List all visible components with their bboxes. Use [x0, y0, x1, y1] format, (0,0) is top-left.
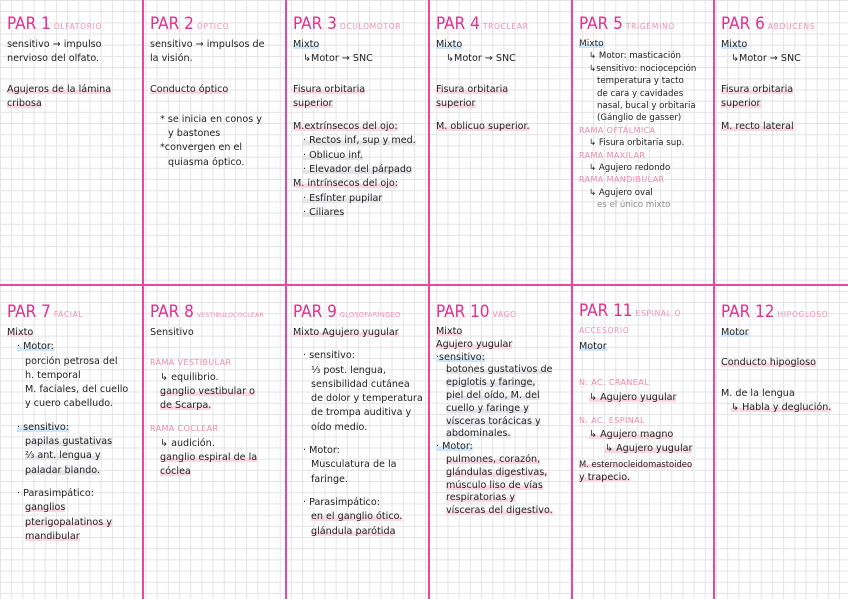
text-line: M. de la lengua [721, 387, 795, 399]
text-line: · sensitivo: [303, 350, 355, 362]
card-header [293, 10, 426, 38]
text-line: epiglotis y faringe, [446, 377, 536, 389]
text-line: Mixto [579, 39, 604, 49]
text-line: ↳ Agujero yugular [605, 443, 693, 455]
text-line: cribosa [7, 97, 42, 109]
card-par-12 [716, 298, 846, 594]
text-line: h. temporal [25, 369, 81, 381]
text-line: ↳ Fisura orbitaria sup. [589, 138, 685, 149]
text-line: temperatura y tacto [597, 76, 684, 87]
text-line: Motor [579, 341, 607, 352]
text-line: glándula parótida [311, 525, 396, 537]
card-header [150, 10, 283, 38]
text-line: M. recto lateral [721, 121, 794, 133]
rama-label: N. AC. ESPINAL [579, 415, 645, 425]
text-line: ↳ Habla y deglución. [731, 401, 832, 413]
text-line: de trompa auditiva y [311, 407, 412, 419]
par-name: TROCLEAR [482, 22, 529, 31]
text-line: y bastones [168, 128, 221, 140]
card-header [436, 298, 569, 326]
text-line: M. faciales, del cuello [25, 384, 129, 396]
text-line: · sensitivo: [17, 421, 69, 433]
card-par-6 [716, 10, 846, 280]
text-line: superior [293, 97, 333, 109]
text-line: ganglio espiral de la [160, 452, 258, 464]
text-line: Mixto [436, 39, 463, 50]
text-line: abdominales. [446, 428, 511, 440]
text-line: Musculatura de la [311, 459, 397, 471]
text-line: respiratorias y [446, 492, 516, 504]
par-number: PAR 4 [436, 14, 480, 34]
rama-label: RAMA OFTÁLMICA [579, 125, 656, 135]
text-line: Sensitivo [150, 327, 194, 338]
card-par-11 [574, 298, 712, 594]
par-number: PAR 2 [150, 14, 194, 34]
par-number: PAR 5 [579, 14, 623, 34]
text-line: papilas gustativas [25, 436, 113, 448]
text-line: piel del oído, M. del [446, 389, 540, 401]
text-line: Fisura orbitaria [293, 83, 366, 95]
text-line: Motor [721, 327, 749, 338]
par-name: OLFATORIO [53, 22, 103, 31]
text-line: Mixto [721, 39, 748, 50]
text-line: de dolor y temperatura [311, 393, 423, 405]
text-line: · Parasimpático: [303, 496, 380, 508]
par-name: HIPOGLOSO [777, 310, 829, 319]
par-number: PAR 9 [293, 302, 337, 322]
card-header [579, 10, 712, 38]
text-line: ↳Motor → SNC [303, 53, 373, 65]
text-line: · Ciliares [303, 206, 345, 218]
card-par-9 [288, 298, 426, 594]
text-line: · Motor: [17, 341, 54, 353]
par-number: PAR 1 [7, 14, 51, 34]
text-line: Mixto [436, 326, 463, 337]
text-line: Fisura orbitaria [721, 83, 794, 95]
card-header [7, 10, 140, 38]
text-line: · Elevador del párpado [303, 164, 412, 176]
rama-label: RAMA VESTIBULAR [150, 358, 232, 368]
text-line: ⅔ ant. lengua y [25, 450, 101, 462]
text-line: Conducto hipogloso [721, 357, 816, 369]
par-name: VAGO [492, 310, 517, 319]
text-line: M. oblicuo superior. [436, 121, 530, 133]
rama-label: RAMA COCLEAR [150, 424, 219, 434]
text-line: Mixto [293, 39, 320, 50]
text-line: de Scarpa. [160, 400, 212, 412]
column-divider [142, 0, 144, 599]
text-line: M. esternocleidomastoideo [579, 458, 693, 469]
par-name: GLOSOFARÍNGEO [339, 311, 401, 319]
par-number: PAR 7 [7, 302, 51, 322]
card-par-8 [145, 298, 283, 594]
text-line: Conducto óptico [150, 83, 229, 95]
text-line: cuello y faringe y [446, 402, 529, 414]
par-number: PAR 8 [150, 302, 194, 322]
text-line: (Gánglio de gasser) [597, 113, 682, 124]
par-name: ÓPTICO [196, 22, 230, 31]
text-line: ↳ equilibrio. [160, 371, 219, 383]
par-number: PAR 6 [721, 14, 765, 34]
text-line: ↳Motor → SNC [446, 53, 516, 65]
text-line: Fisura orbitaria [436, 83, 509, 95]
text-line: sensitivo → impulsos de [150, 39, 265, 50]
text-line: Mixto Agujero yugular [293, 327, 399, 338]
card-header [721, 298, 846, 326]
text-line: y cuero cabelludo. [25, 398, 114, 410]
card-par-10 [431, 298, 569, 594]
text-line: faringe. [311, 473, 348, 485]
par-name: FACIAL [53, 310, 84, 319]
text-line: · Parasimpático: [17, 487, 94, 499]
text-line: ganglio vestibular o [160, 385, 255, 397]
text-line: ↳ Motor: masticación [589, 51, 681, 62]
text-line: Agujero yugular [436, 338, 513, 350]
text-line: Agujeros de la lámina [7, 83, 112, 95]
text-line: mandibular [25, 530, 80, 542]
text-line: botones gustativos de [446, 364, 553, 376]
text-line: de cara y cavidades [597, 88, 684, 99]
text-line: superior [721, 97, 761, 109]
card-par-5 [574, 10, 712, 280]
text-line: en el ganglio ótico. [311, 511, 403, 523]
par-number: PAR 3 [293, 14, 337, 34]
column-divider [713, 0, 715, 599]
card-header [436, 10, 569, 38]
card-par-2 [145, 10, 283, 280]
rama-label: RAMA MAXILAR [579, 150, 646, 160]
text-line: · Rectos inf, sup y med. [303, 135, 416, 147]
card-header [721, 10, 846, 38]
text-line: · Esfínter pupilar [303, 192, 383, 204]
text-line: paladar blando. [25, 464, 101, 476]
text-line: * se inicia en conos y [160, 113, 262, 125]
card-header [7, 298, 140, 326]
text-line: la visión. [150, 53, 193, 65]
text-line: nervioso del olfato. [7, 53, 100, 65]
text-line: sensitivo → impulso [7, 39, 102, 50]
text-line: ⅓ post. lengua, [311, 364, 386, 376]
text-line: porción petrosa del [25, 355, 118, 367]
par-name: OCULOMOTOR [339, 22, 402, 31]
column-divider [428, 0, 430, 599]
text-line: ↳Motor → SNC [731, 53, 801, 65]
par-name: VESTIBULOCOCLEAR [196, 312, 264, 319]
text-line: M. intrínsecos del ojo: [293, 178, 399, 190]
text-line: y trapecio. [579, 472, 630, 484]
text-line: ↳sensitivo: nociocepción [589, 63, 697, 74]
rama-label: N. AC. CRANEAL [579, 378, 649, 388]
text-line: sensibilidad cutánea [311, 378, 410, 390]
column-divider [571, 0, 573, 599]
text-line: quiasma óptico. [168, 156, 245, 168]
par-name: ABDUCENS [767, 22, 816, 31]
text-line: vísceras del digestivo. [446, 505, 553, 517]
text-line: ↳ audición. [160, 437, 215, 449]
text-line: pulmones, corazón, [446, 453, 541, 465]
par-name: TRIGÉMINO [625, 22, 675, 31]
text-line: ganglios [25, 502, 66, 514]
text-line: · Motor: [436, 441, 473, 453]
text-line: Mixto [7, 327, 34, 338]
column-divider [285, 0, 287, 599]
rama-label: RAMA MANDIBULAR [579, 175, 665, 185]
text-line: superior [436, 97, 476, 109]
text-line: *convergen en el [160, 142, 243, 154]
text-line: nasal, bucal y orbitaria [597, 101, 696, 112]
text-line: es el único mixto [597, 200, 671, 211]
text-line: M.extrínsecos del ojo: [293, 121, 398, 133]
text-line: oído medio. [311, 421, 368, 433]
text-line: pterigopalatinos y [25, 516, 112, 528]
par-number: PAR 10 [436, 302, 490, 322]
text-line: ↳ Agujero yugular [589, 391, 677, 403]
text-line: vísceras torácicas y [446, 415, 541, 427]
card-par-7 [2, 298, 140, 594]
text-line: ↳ Agujero oval [589, 187, 653, 198]
card-header [293, 298, 426, 326]
par-name: ESPINAL O ACCESORIO [579, 309, 682, 335]
card-header [150, 298, 283, 326]
par-number: PAR 12 [721, 302, 775, 322]
text-line: ↳ Agujero magno [589, 429, 674, 441]
text-line: · Motor: [303, 445, 340, 457]
text-line: glándulas digestivas, [446, 466, 548, 478]
card-par-3 [288, 10, 426, 280]
par-number: PAR 11 [579, 301, 633, 321]
text-line: cóclea [160, 466, 191, 478]
text-line: ↳ Agujero redondo [589, 163, 671, 174]
text-line: músculo liso de vías [446, 479, 543, 491]
card-par-1 [2, 10, 140, 280]
text-line: ·sensitivo: [436, 351, 485, 363]
card-header [579, 298, 712, 338]
row-divider [0, 284, 848, 286]
text-line: · Oblicuo inf. [303, 149, 363, 161]
card-par-4 [431, 10, 569, 280]
